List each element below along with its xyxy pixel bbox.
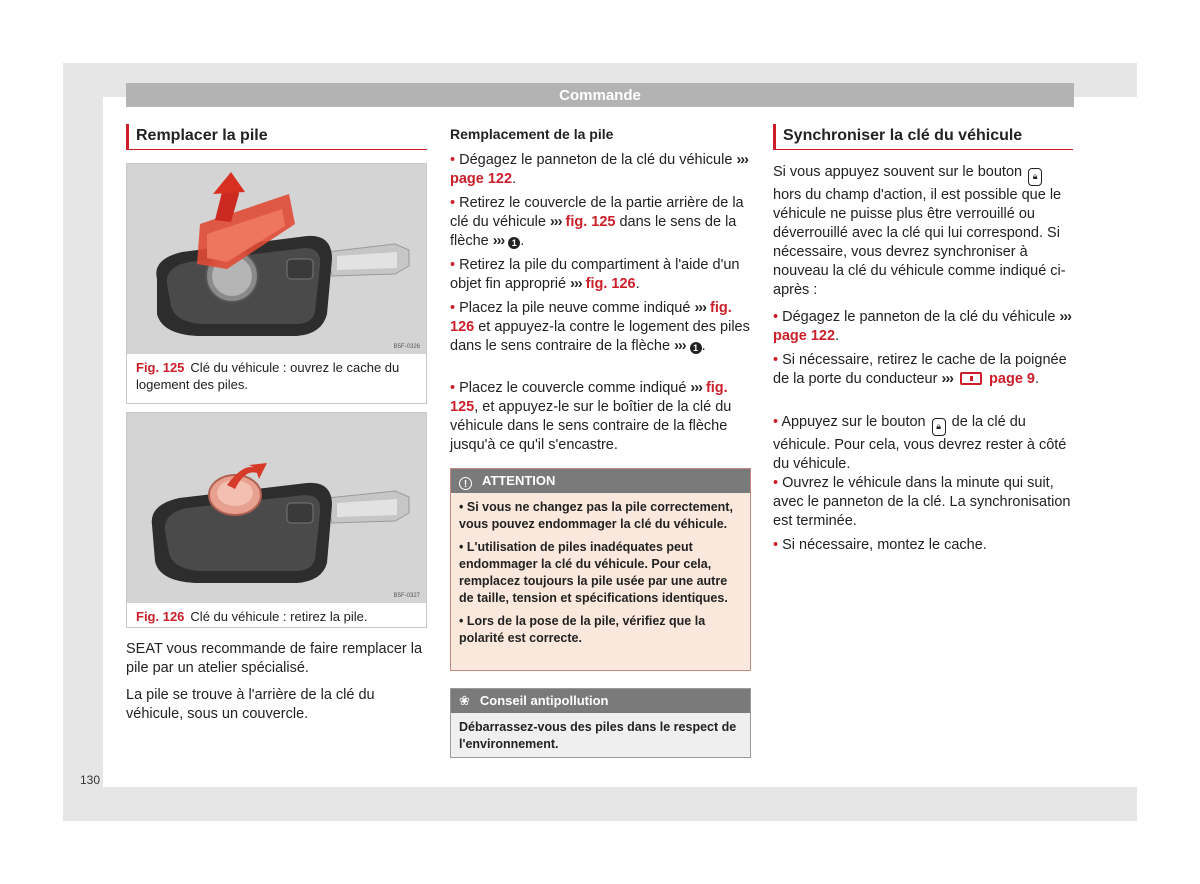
figure-reference-link[interactable]: fig. 126 xyxy=(450,300,732,335)
figure-reference-link[interactable]: fig. 125 xyxy=(450,380,728,415)
lock-button-icon: 🔒︎ xyxy=(1028,168,1042,186)
sync-step-2: • Si nécessaire, retirez le cache de la poignée de la porte du conducteur ››› page 9. xyxy=(773,352,1067,387)
figure-reference-link[interactable]: fig. 126 xyxy=(585,276,636,292)
key-open-cover-image xyxy=(127,164,426,354)
step-1: • Dégagez le panneton de la clé du véhicule ››› page 122. xyxy=(450,152,748,187)
figure-126 xyxy=(126,412,427,628)
figure-reference-link[interactable]: fig. 125 xyxy=(565,214,616,230)
step-3: • Retirez la pile du compartiment à l'aide d'un objet fin approprié ››› fig. 126. xyxy=(450,257,740,292)
figure-code: B5F-0327 xyxy=(393,593,420,599)
warning-icon: ! xyxy=(459,477,472,490)
environment-tip-box xyxy=(450,688,751,758)
caption-text: Clé du véhicule : ouvrez le cache du logement des piles. xyxy=(136,360,400,392)
subtitle-battery-replacement: Remplacement de la pile xyxy=(450,126,614,142)
paragraph-battery-location: La pile se trouve à l'arrière de la clé du véhicule, sous un couvercle. xyxy=(126,687,375,722)
step-2: • Retirez le couvercle de la partie arrière de la clé du véhicule ››› fig. 125 dans le sens de la flèche ››› 1 . xyxy=(450,195,744,249)
booklet-icon xyxy=(960,372,982,385)
attention-body xyxy=(451,493,750,670)
sync-step-3: • Appuyez sur le bouton 🔒︎ de la clé du véhicule. Pour cela, vous devrez rester à côté du véhicule. xyxy=(773,414,1067,472)
callout-1-icon: 1 xyxy=(690,342,702,354)
chapter-header: Commande xyxy=(126,83,1074,107)
page-reference-link[interactable]: page 9 xyxy=(989,371,1035,387)
figure-125-caption xyxy=(136,359,418,393)
attention-item: • Lors de la pose de la pile, vérifiez que la polarité est correcte. xyxy=(459,614,706,645)
figure-code: B5F-0326 xyxy=(393,344,420,350)
sync-step-1: • Dégagez le panneton de la clé du véhicule ››› page 122. xyxy=(773,309,1071,344)
caption-text: Clé du véhicule : retirez la pile. xyxy=(190,609,368,624)
figure-126-caption xyxy=(136,608,418,625)
key-illustration-126 xyxy=(127,413,426,603)
paragraph-recommendation: SEAT vous recommande de faire remplacer la pile par un atelier spécialisé. xyxy=(126,641,423,676)
key-illustration-125 xyxy=(127,164,426,354)
lock-button-icon: 🔒︎ xyxy=(932,418,946,436)
section-title-replace-battery: Remplacer la pile xyxy=(126,124,427,150)
step-5: • Placez le couvercle comme indiqué ››› fig. 125, et appuyez-le sur le boîtier de la clé du véhicule dans le sens contraire de la flèche jusqu'à ce qu'il s'encastre. xyxy=(450,380,732,453)
attention-item: • L'utilisation de piles inadéquates peut endommager la clé du véhicule. Pour cela, remplacez toujours la pile usée par une autre de taille, tension et spécifications identiques. xyxy=(459,540,728,605)
figure-label: Fig. 126 xyxy=(136,609,185,624)
step-4: • Placez la pile neuve comme indiqué ››› fig. 126 et appuyez-la contre le logement des piles dans le sens contraire de la flèche ››› 1 . xyxy=(450,300,750,354)
section-title-sync-key: Synchroniser la clé du véhicule xyxy=(773,124,1073,150)
figure-125 xyxy=(126,163,427,404)
figure-label: Fig. 125 xyxy=(136,360,185,375)
attention-box xyxy=(450,468,751,671)
callout-1-icon: 1 xyxy=(508,237,520,249)
page-reference-link[interactable]: page 122 xyxy=(773,328,836,344)
key-remove-battery-image xyxy=(127,413,426,603)
page-number: 130 xyxy=(80,773,101,787)
sync-step-5: • Si nécessaire, montez le cache. xyxy=(773,537,987,553)
environment-header: ❀ Conseil antipollution xyxy=(451,689,750,713)
page-reference-link[interactable]: page 122 xyxy=(450,171,513,187)
attention-item: • Si vous ne changez pas la pile correctement, vous pouvez endommager la clé du véhicule. xyxy=(459,500,733,531)
flower-icon: ❀ xyxy=(459,693,470,708)
sync-intro-paragraph: Si vous appuyez souvent sur le bouton 🔒︎ hors du champ d'action, il est possible que le véhicule ne puisse plus être verrouillé ou déverrouillé avec la clé qui lui correspond. Si nécessaire, vous devrez synchroniser à nouveau la clé du véhicule comme indiqué ci-après : xyxy=(773,164,1066,298)
sync-step-4: • Ouvrez le véhicule dans la minute qui suit, avec le panneton de la clé. La synchronisation est terminée. xyxy=(773,475,1071,529)
attention-header: ! ATTENTION xyxy=(451,469,750,493)
environment-body: Débarrassez-vous des piles dans le respect de l'environnement. xyxy=(451,713,750,757)
